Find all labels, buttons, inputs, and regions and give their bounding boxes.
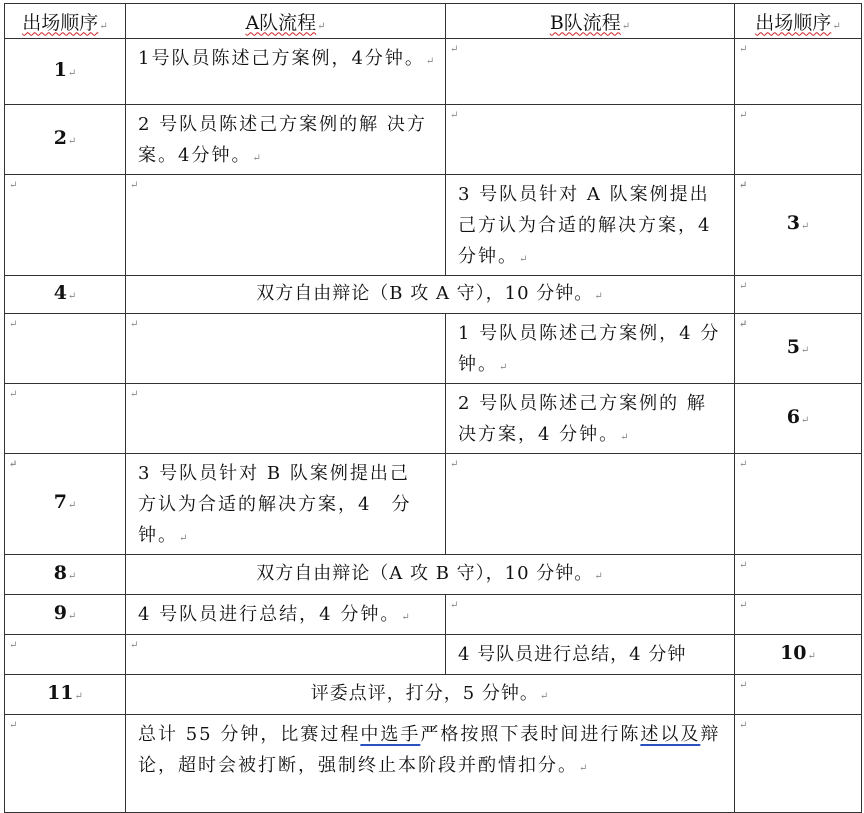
order-cell: 1↵ [5, 39, 126, 105]
order-cell-right: ↵ [735, 595, 862, 635]
order-cell-right: ↵ 3↵ [735, 175, 862, 276]
footer-row [5, 715, 862, 813]
team-a-cell: 4 号队员进行总结，4 分钟。↵ [126, 595, 446, 635]
order-cell-right: 6↵ [735, 384, 862, 454]
table-row [5, 384, 862, 454]
header-team-a: A队流程↵ [126, 4, 446, 39]
order-cell-right: ↵ [735, 675, 862, 715]
header-row [5, 4, 862, 39]
team-b-cell: ↵ [446, 595, 735, 635]
team-b-cell: 4 号队员进行总结，4 分钟 [446, 635, 735, 675]
table-row [5, 276, 862, 314]
order-cell-right: 10↵ [735, 635, 862, 675]
order-cell-right: ↵ [735, 105, 862, 175]
order-cell: 9↵ [5, 595, 126, 635]
team-b-cell: ↵ [446, 39, 735, 105]
table-row [5, 39, 862, 105]
order-cell: 11↵ [5, 675, 126, 715]
header-order-right: 出场顺序↵ [735, 4, 862, 39]
merged-cell: 双方自由辩论（B 攻 A 守），10 分钟。↵ [126, 276, 735, 314]
order-cell: 8↵ [5, 555, 126, 595]
table-row [5, 105, 862, 175]
table-row [5, 454, 862, 555]
table-row [5, 675, 862, 715]
order-cell: ↵ [5, 175, 126, 276]
order-cell-right: ↵ [735, 39, 862, 105]
order-cell-right: ↵ [735, 715, 862, 813]
team-b-cell: 3 号队员针对 A 队案例提出己方认为合适的解决方案，4 分钟。↵ [446, 175, 735, 276]
table-row [5, 314, 862, 384]
team-b-cell: ↵ [446, 105, 735, 175]
team-a-cell: ↵ [126, 314, 446, 384]
table-row [5, 595, 862, 635]
team-a-cell: ↵ [126, 384, 446, 454]
order-cell-right: ↵ [735, 555, 862, 595]
order-cell: 2↵ [5, 105, 126, 175]
order-cell: ↵ [5, 314, 126, 384]
merged-cell: 双方自由辩论（A 攻 B 守），10 分钟。↵ [126, 555, 735, 595]
order-cell: ↵ [5, 715, 126, 813]
order-cell: ↵ [5, 384, 126, 454]
table-row [5, 555, 862, 595]
header-order-left: 出场顺序↵ [5, 4, 126, 39]
merged-cell: 评委点评，打分，5 分钟。↵ [126, 675, 735, 715]
team-b-cell: 1 号队员陈述己方案例，4 分钟。↵ [446, 314, 735, 384]
team-a-cell: 2 号队员陈述己方案例的解 决方案。4分钟。↵ [126, 105, 446, 175]
team-a-cell: ↵ [126, 635, 446, 675]
team-a-cell: 1号队员陈述己方案例，4分钟。↵ [126, 39, 446, 105]
schedule-table [4, 3, 862, 813]
order-cell-right: ↵ [735, 454, 862, 555]
table-row [5, 635, 862, 675]
footer-note: 总计 55 分钟，比赛过程中选手严格按照下表时间进行陈述以及辩论，超时会被打断，强制终止本阶段并酌情扣分。↵ [126, 715, 735, 813]
team-a-cell: ↵ [126, 175, 446, 276]
team-b-cell: ↵ [446, 454, 735, 555]
table-row [5, 175, 862, 276]
order-cell: ↵ 7↵ [5, 454, 126, 555]
order-cell-right: ↵ 5↵ [735, 314, 862, 384]
team-a-cell: 3 号队员针对 B 队案例提出己 方认为合适的解决方案，4 分钟。↵ [126, 454, 446, 555]
team-b-cell: 2 号队员陈述己方案例的 解决方案，4 分钟。↵ [446, 384, 735, 454]
header-team-b: B队流程↵ [446, 4, 735, 39]
order-cell: 4↵ [5, 276, 126, 314]
order-cell: ↵ [5, 635, 126, 675]
order-cell-right: ↵ [735, 276, 862, 314]
